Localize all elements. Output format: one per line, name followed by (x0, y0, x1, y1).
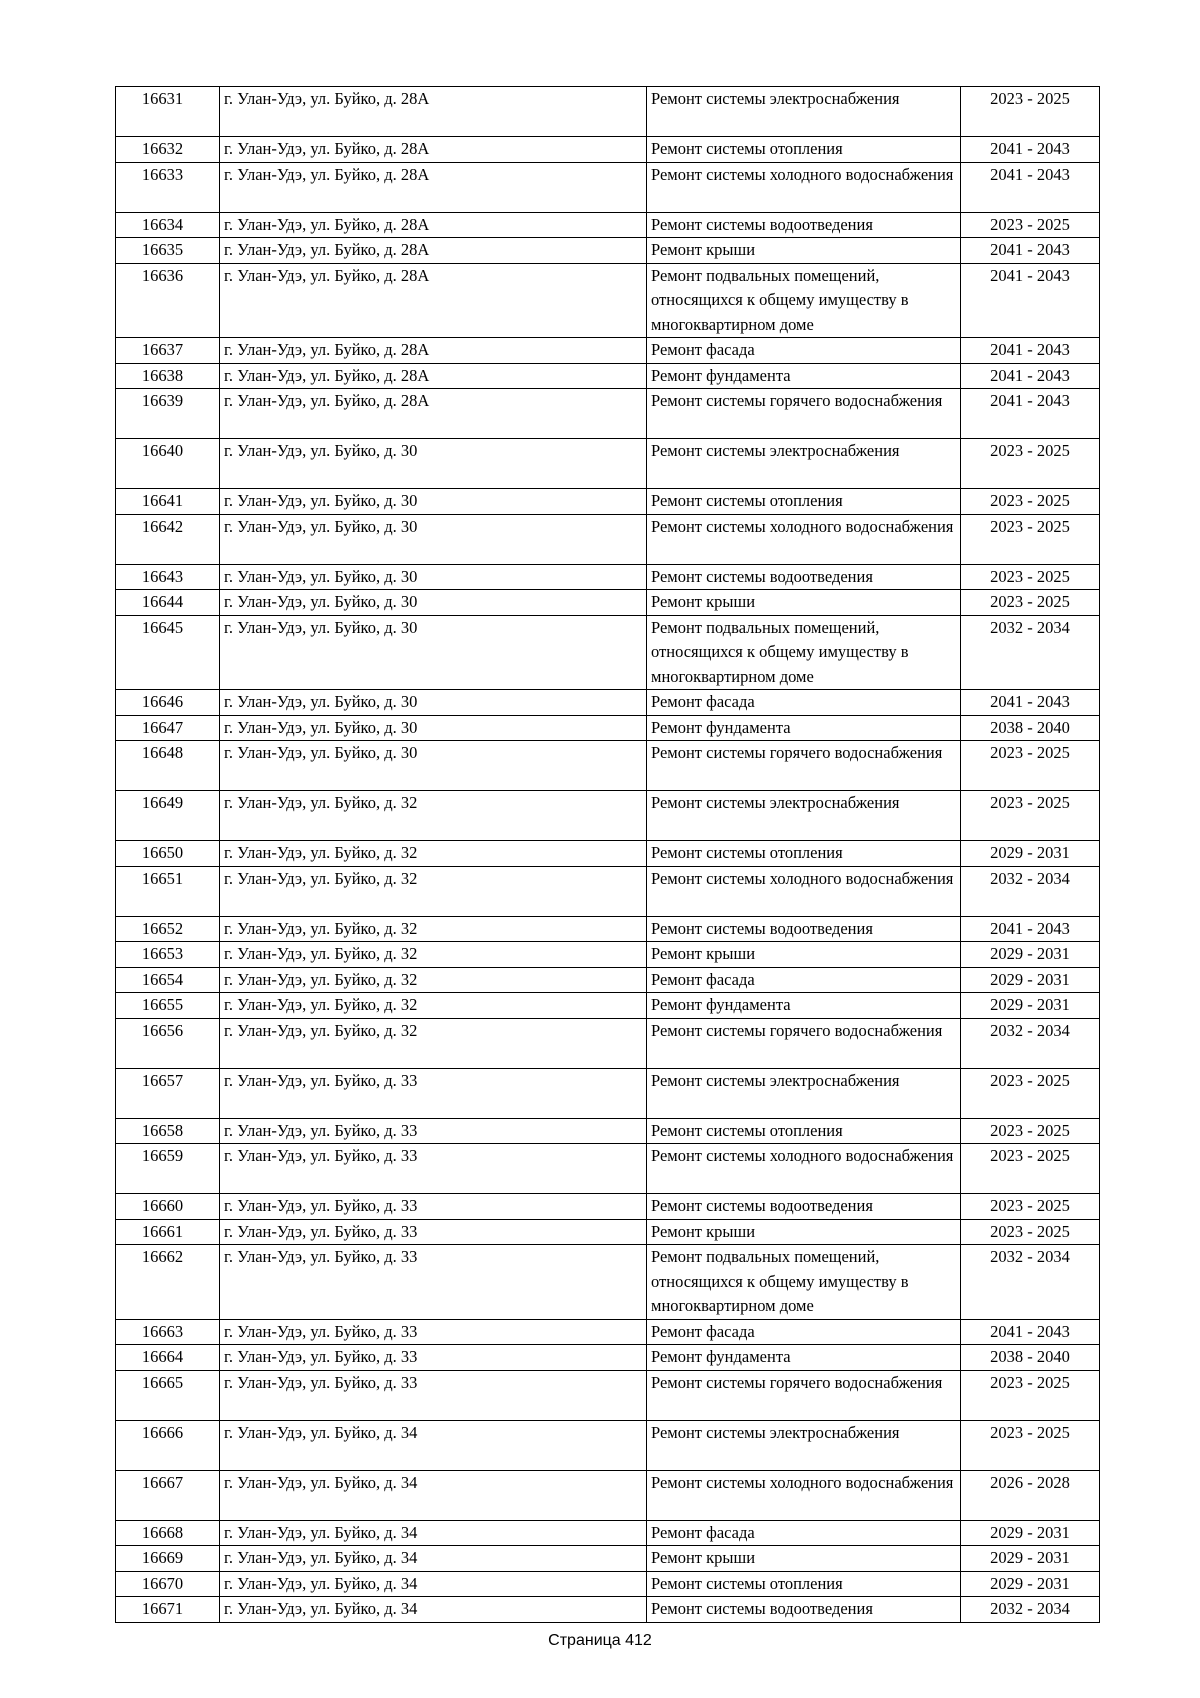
row-number: 16653 (116, 942, 220, 968)
row-address: г. Улан-Удэ, ул. Буйко, д. 30 (220, 489, 647, 515)
row-work-type: Ремонт системы холодного водоснабжения (647, 1470, 961, 1520)
page-number: Страница 412 (548, 1632, 652, 1649)
row-period: 2029 - 2031 (961, 967, 1100, 993)
row-address: г. Улан-Удэ, ул. Буйко, д. 30 (220, 741, 647, 791)
row-address: г. Улан-Удэ, ул. Буйко, д. 34 (220, 1571, 647, 1597)
row-work-type: Ремонт фасада (647, 338, 961, 364)
row-period: 2041 - 2043 (961, 363, 1100, 389)
row-number: 16657 (116, 1068, 220, 1118)
row-address: г. Улан-Удэ, ул. Буйко, д. 33 (220, 1345, 647, 1371)
row-address: г. Улан-Удэ, ул. Буйко, д. 32 (220, 1018, 647, 1068)
row-work-type: Ремонт системы холодного водоснабжения (647, 1144, 961, 1194)
row-number: 16666 (116, 1420, 220, 1470)
row-work-type: Ремонт фасада (647, 690, 961, 716)
table-row (116, 1245, 1100, 1320)
row-work-type: Ремонт системы горячего водоснабжения (647, 1370, 961, 1420)
row-number: 16660 (116, 1194, 220, 1220)
row-work-type: Ремонт фасада (647, 1520, 961, 1546)
row-work-type: Ремонт системы отопления (647, 1118, 961, 1144)
table-row (116, 87, 1100, 137)
row-number: 16671 (116, 1597, 220, 1623)
row-address: г. Улан-Удэ, ул. Буйко, д. 30 (220, 615, 647, 690)
row-period: 2041 - 2043 (961, 1319, 1100, 1345)
row-work-type: Ремонт системы отопления (647, 1571, 961, 1597)
table-row (116, 1370, 1100, 1420)
table-row (116, 1597, 1100, 1623)
row-work-type: Ремонт системы горячего водоснабжения (647, 741, 961, 791)
row-work-type: Ремонт подвальных помещений, относящихся к общему имуществу в многоквартирном доме (647, 615, 961, 690)
table-row (116, 263, 1100, 338)
row-work-type: Ремонт крыши (647, 238, 961, 264)
row-period: 2023 - 2025 (961, 212, 1100, 238)
row-number: 16637 (116, 338, 220, 364)
row-work-type: Ремонт фундамента (647, 715, 961, 741)
table-row (116, 841, 1100, 867)
row-number: 16668 (116, 1520, 220, 1546)
row-work-type: Ремонт системы холодного водоснабжения (647, 514, 961, 564)
table-row (116, 967, 1100, 993)
row-address: г. Улан-Удэ, ул. Буйко, д. 34 (220, 1546, 647, 1572)
row-number: 16667 (116, 1470, 220, 1520)
row-period: 2032 - 2034 (961, 1018, 1100, 1068)
row-work-type: Ремонт системы электроснабжения (647, 439, 961, 489)
table-row (116, 615, 1100, 690)
row-period: 2032 - 2034 (961, 615, 1100, 690)
row-number: 16670 (116, 1571, 220, 1597)
row-work-type: Ремонт системы отопления (647, 489, 961, 515)
table-row (116, 1571, 1100, 1597)
row-period: 2041 - 2043 (961, 690, 1100, 716)
row-period: 2029 - 2031 (961, 1571, 1100, 1597)
row-period: 2023 - 2025 (961, 791, 1100, 841)
row-address: г. Улан-Удэ, ул. Буйко, д. 34 (220, 1597, 647, 1623)
row-number: 16633 (116, 162, 220, 212)
table-row (116, 866, 1100, 916)
row-address: г. Улан-Удэ, ул. Буйко, д. 30 (220, 439, 647, 489)
row-address: г. Улан-Удэ, ул. Буйко, д. 28А (220, 162, 647, 212)
row-number: 16656 (116, 1018, 220, 1068)
row-number: 16663 (116, 1319, 220, 1345)
row-address: г. Улан-Удэ, ул. Буйко, д. 33 (220, 1245, 647, 1320)
row-number: 16658 (116, 1118, 220, 1144)
row-address: г. Улан-Удэ, ул. Буйко, д. 33 (220, 1319, 647, 1345)
row-number: 16664 (116, 1345, 220, 1371)
row-number: 16661 (116, 1219, 220, 1245)
row-work-type: Ремонт системы водоотведения (647, 564, 961, 590)
row-number: 16650 (116, 841, 220, 867)
row-address: г. Улан-Удэ, ул. Буйко, д. 30 (220, 690, 647, 716)
row-address: г. Улан-Удэ, ул. Буйко, д. 33 (220, 1219, 647, 1245)
row-work-type: Ремонт системы холодного водоснабжения (647, 866, 961, 916)
row-work-type: Ремонт системы электроснабжения (647, 1068, 961, 1118)
row-address: г. Улан-Удэ, ул. Буйко, д. 33 (220, 1068, 647, 1118)
row-work-type: Ремонт системы электроснабжения (647, 791, 961, 841)
row-work-type: Ремонт фасада (647, 967, 961, 993)
row-number: 16635 (116, 238, 220, 264)
row-work-type: Ремонт системы водоотведения (647, 212, 961, 238)
row-work-type: Ремонт фундамента (647, 1345, 961, 1371)
table-row (116, 590, 1100, 616)
row-number: 16645 (116, 615, 220, 690)
row-number: 16655 (116, 993, 220, 1019)
row-work-type: Ремонт крыши (647, 1546, 961, 1572)
row-period: 2041 - 2043 (961, 389, 1100, 439)
row-work-type: Ремонт системы отопления (647, 137, 961, 163)
table-row (116, 993, 1100, 1019)
row-number: 16632 (116, 137, 220, 163)
row-address: г. Улан-Удэ, ул. Буйко, д. 34 (220, 1470, 647, 1520)
row-number: 16643 (116, 564, 220, 590)
row-address: г. Улан-Удэ, ул. Буйко, д. 28А (220, 338, 647, 364)
row-address: г. Улан-Удэ, ул. Буйко, д. 28А (220, 87, 647, 137)
row-period: 2023 - 2025 (961, 1144, 1100, 1194)
row-address: г. Улан-Удэ, ул. Буйко, д. 32 (220, 841, 647, 867)
table-row (116, 690, 1100, 716)
row-work-type: Ремонт фундамента (647, 363, 961, 389)
row-period: 2041 - 2043 (961, 238, 1100, 264)
row-work-type: Ремонт системы водоотведения (647, 916, 961, 942)
row-period: 2032 - 2034 (961, 1597, 1100, 1623)
row-period: 2023 - 2025 (961, 1194, 1100, 1220)
row-period: 2023 - 2025 (961, 1420, 1100, 1470)
row-number: 16665 (116, 1370, 220, 1420)
table-row (116, 514, 1100, 564)
row-work-type: Ремонт крыши (647, 942, 961, 968)
row-number: 16634 (116, 212, 220, 238)
row-work-type: Ремонт крыши (647, 590, 961, 616)
row-period: 2029 - 2031 (961, 993, 1100, 1019)
table-row (116, 338, 1100, 364)
table-row (116, 137, 1100, 163)
row-work-type: Ремонт системы холодного водоснабжения (647, 162, 961, 212)
row-address: г. Улан-Удэ, ул. Буйко, д. 33 (220, 1118, 647, 1144)
row-number: 16652 (116, 916, 220, 942)
row-number: 16659 (116, 1144, 220, 1194)
row-work-type: Ремонт системы водоотведения (647, 1194, 961, 1220)
row-work-type: Ремонт системы электроснабжения (647, 87, 961, 137)
row-work-type: Ремонт фасада (647, 1319, 961, 1345)
table-row (116, 1144, 1100, 1194)
row-period: 2023 - 2025 (961, 514, 1100, 564)
table-row (116, 741, 1100, 791)
row-number: 16644 (116, 590, 220, 616)
table-row (116, 1018, 1100, 1068)
table-row (116, 791, 1100, 841)
row-work-type: Ремонт подвальных помещений, относящихся к общему имуществу в многоквартирном доме (647, 1245, 961, 1320)
row-address: г. Улан-Удэ, ул. Буйко, д. 28А (220, 389, 647, 439)
row-period: 2023 - 2025 (961, 1118, 1100, 1144)
row-address: г. Улан-Удэ, ул. Буйко, д. 33 (220, 1144, 647, 1194)
row-number: 16642 (116, 514, 220, 564)
row-address: г. Улан-Удэ, ул. Буйко, д. 30 (220, 715, 647, 741)
row-period: 2029 - 2031 (961, 942, 1100, 968)
row-number: 16641 (116, 489, 220, 515)
row-work-type: Ремонт системы электроснабжения (647, 1420, 961, 1470)
table-row (116, 162, 1100, 212)
row-address: г. Улан-Удэ, ул. Буйко, д. 32 (220, 993, 647, 1019)
row-period: 2023 - 2025 (961, 87, 1100, 137)
row-address: г. Улан-Удэ, ул. Буйко, д. 28А (220, 363, 647, 389)
row-period: 2023 - 2025 (961, 564, 1100, 590)
table-row (116, 1546, 1100, 1572)
row-address: г. Улан-Удэ, ул. Буйко, д. 32 (220, 791, 647, 841)
row-number: 16649 (116, 791, 220, 841)
row-address: г. Улан-Удэ, ул. Буйко, д. 28А (220, 263, 647, 338)
table-row (116, 1345, 1100, 1371)
row-period: 2023 - 2025 (961, 1370, 1100, 1420)
table-row (116, 1420, 1100, 1470)
row-work-type: Ремонт системы горячего водоснабжения (647, 389, 961, 439)
row-number: 16639 (116, 389, 220, 439)
row-number: 16654 (116, 967, 220, 993)
table-body (116, 87, 1100, 1623)
row-period: 2023 - 2025 (961, 1219, 1100, 1245)
table-row (116, 1520, 1100, 1546)
row-address: г. Улан-Удэ, ул. Буйко, д. 33 (220, 1370, 647, 1420)
row-period: 2029 - 2031 (961, 841, 1100, 867)
row-period: 2029 - 2031 (961, 1546, 1100, 1572)
row-address: г. Улан-Удэ, ул. Буйко, д. 28А (220, 137, 647, 163)
row-period: 2023 - 2025 (961, 439, 1100, 489)
table-row (116, 1319, 1100, 1345)
row-period: 2023 - 2025 (961, 590, 1100, 616)
table-row (116, 439, 1100, 489)
row-number: 16640 (116, 439, 220, 489)
row-period: 2038 - 2040 (961, 1345, 1100, 1371)
table-row (116, 1118, 1100, 1144)
row-period: 2032 - 2034 (961, 866, 1100, 916)
row-period: 2038 - 2040 (961, 715, 1100, 741)
table-row (116, 942, 1100, 968)
row-address: г. Улан-Удэ, ул. Буйко, д. 32 (220, 866, 647, 916)
row-work-type: Ремонт системы отопления (647, 841, 961, 867)
row-period: 2041 - 2043 (961, 916, 1100, 942)
row-work-type: Ремонт подвальных помещений, относящихся к общему имуществу в многоквартирном доме (647, 263, 961, 338)
row-work-type: Ремонт фундамента (647, 993, 961, 1019)
row-period: 2041 - 2043 (961, 162, 1100, 212)
row-period: 2032 - 2034 (961, 1245, 1100, 1320)
row-address: г. Улан-Удэ, ул. Буйко, д. 32 (220, 967, 647, 993)
row-work-type: Ремонт крыши (647, 1219, 961, 1245)
table-row (116, 1194, 1100, 1220)
row-address: г. Улан-Удэ, ул. Буйко, д. 28А (220, 212, 647, 238)
row-number: 16636 (116, 263, 220, 338)
row-address: г. Улан-Удэ, ул. Буйко, д. 30 (220, 514, 647, 564)
row-period: 2041 - 2043 (961, 137, 1100, 163)
row-address: г. Улан-Удэ, ул. Буйко, д. 30 (220, 564, 647, 590)
row-work-type: Ремонт системы горячего водоснабжения (647, 1018, 961, 1068)
row-number: 16638 (116, 363, 220, 389)
row-number: 16669 (116, 1546, 220, 1572)
row-address: г. Улан-Удэ, ул. Буйко, д. 32 (220, 916, 647, 942)
table-row (116, 1470, 1100, 1520)
table-row (116, 389, 1100, 439)
table-row (116, 363, 1100, 389)
row-period: 2029 - 2031 (961, 1520, 1100, 1546)
row-period: 2023 - 2025 (961, 489, 1100, 515)
row-address: г. Улан-Удэ, ул. Буйко, д. 30 (220, 590, 647, 616)
row-period: 2023 - 2025 (961, 741, 1100, 791)
row-number: 16646 (116, 690, 220, 716)
table-row (116, 715, 1100, 741)
table-row (116, 1068, 1100, 1118)
row-number: 16662 (116, 1245, 220, 1320)
row-number: 16631 (116, 87, 220, 137)
row-address: г. Улан-Удэ, ул. Буйко, д. 28А (220, 238, 647, 264)
table-row (116, 212, 1100, 238)
row-number: 16647 (116, 715, 220, 741)
row-address: г. Улан-Удэ, ул. Буйко, д. 34 (220, 1520, 647, 1546)
row-address: г. Улан-Удэ, ул. Буйко, д. 34 (220, 1420, 647, 1470)
row-work-type: Ремонт системы водоотведения (647, 1597, 961, 1623)
table-row (116, 916, 1100, 942)
row-period: 2026 - 2028 (961, 1470, 1100, 1520)
table-row (116, 238, 1100, 264)
row-number: 16648 (116, 741, 220, 791)
row-address: г. Улан-Удэ, ул. Буйко, д. 33 (220, 1194, 647, 1220)
table-row (116, 1219, 1100, 1245)
table-row (116, 564, 1100, 590)
row-address: г. Улан-Удэ, ул. Буйко, д. 32 (220, 942, 647, 968)
row-period: 2041 - 2043 (961, 338, 1100, 364)
row-number: 16651 (116, 866, 220, 916)
repair-schedule-table (115, 86, 1100, 1623)
row-period: 2023 - 2025 (961, 1068, 1100, 1118)
row-period: 2041 - 2043 (961, 263, 1100, 338)
table-row (116, 489, 1100, 515)
